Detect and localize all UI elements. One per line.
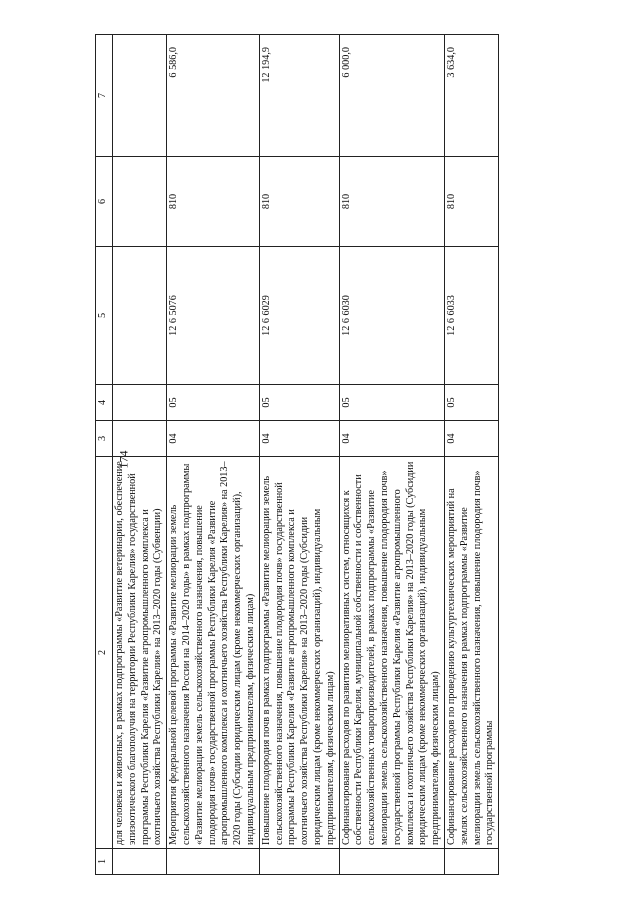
row-expense-type: 810 (339, 157, 444, 247)
row-subsection: 05 (259, 385, 339, 421)
header-col-6: 6 (96, 157, 113, 247)
header-col-5: 5 (96, 247, 113, 385)
row-description: Софинансирование расходов по проведению культуртехнических мероприятий на землях сельскохозяйственного назначения в рамках подпрограммы «Развитие мелиорации земель сельскохозяйственного назначения, повышение плодородия почв» государственной программы (444, 457, 498, 849)
row-target-code: 12 6 6033 (444, 247, 498, 385)
row-target-code: 12 6 6029 (259, 247, 339, 385)
row-section (113, 421, 167, 457)
header-row (96, 35, 113, 875)
row-description: Повышение плодородия почв в рамках подпрограммы «Развитие мелиорации земель сельскохозяйственного назначения, повышение плодородия почв» государственной программы Республики Карелия «Развитие агропромышленного комплекса и охотничьего хозяйства Республики Карелия» на 2013–2020 годы (Субсидии юридическим лицам (кроме некоммерческих организаций), индивидуальным предпринимателям, физическим лицам) (259, 457, 339, 849)
row-subsection: 05 (444, 385, 498, 421)
row-expense-type (113, 157, 167, 247)
row-index-cell (259, 849, 339, 875)
header-col-2: 2 (96, 457, 113, 849)
row-description: Софинансирование расходов по развитию мелиоративных систем, относящихся к собственности Республики Карелия, муниципальной собственности и собственности сельскохозяйственных товаропроизводителей, в рамках подпрограммы «Развитие мелиорации земель сельскохозяйственного назначения, повышение плодородия почв» государственной программы Республики Карелия «Развитие агропромышленного комплекса и охотничьего хозяйства Республики Карелия» на 2013–2020 годы (Субсидии юридическим лицам (кроме некоммерческих организаций), индивидуальным предпринимателям, физическим лицам) (339, 457, 444, 849)
table-row (339, 35, 444, 875)
row-section: 04 (444, 421, 498, 457)
rotated-table-container (95, 35, 595, 875)
table-row (167, 35, 260, 875)
row-expense-type: 810 (444, 157, 498, 247)
row-amount: 6 000,0 (339, 35, 444, 157)
header-col-4: 4 (96, 385, 113, 421)
row-index-cell (167, 849, 260, 875)
header-col-7: 7 (96, 35, 113, 157)
row-index-cell (444, 849, 498, 875)
header-col-1: 1 (96, 849, 113, 875)
table-row (113, 35, 167, 875)
row-target-code (113, 247, 167, 385)
table-row (444, 35, 498, 875)
budget-table (95, 34, 499, 875)
row-section: 04 (259, 421, 339, 457)
header-col-3: 3 (96, 421, 113, 457)
row-description: Мероприятия федеральной целевой программы «Развитие мелиорации земель сельскохозяйственного назначения России на 2014–2020 годы» в рамках подпрограммы «Развитие мелиорации земель сельскохозяйственного назначения, повышение плодородия почв» государственной программы Республики Карелия «Развитие агропромышленного комплекса и охотничьего хозяйства Республики Карелия» на 2013–2020 годы (Субсидии юридическим лицам (кроме некоммерческих организаций), индивидуальным предпринимателям, физическим лицам) (167, 457, 260, 849)
row-target-code: 12 6 6030 (339, 247, 444, 385)
row-amount: 3 634,0 (444, 35, 498, 157)
row-section: 04 (339, 421, 444, 457)
table-row (259, 35, 339, 875)
row-amount: 6 586,0 (167, 35, 260, 157)
row-expense-type: 810 (259, 157, 339, 247)
row-index-cell (339, 849, 444, 875)
row-section: 04 (167, 421, 260, 457)
row-amount (113, 35, 167, 157)
row-expense-type: 810 (167, 157, 260, 247)
row-index-cell (113, 849, 167, 875)
row-description: для человека и животных, в рамках подпрограммы «Развитие ветеринарии, обеспечение эпизоотического благополучия на территории Республики Карелия» государственной программы Республики Карелия «Развитие агропромышленного комплекса и охотничьего хозяйства Республики Карелия» на 2013–2020 годы (Субвенции) (113, 457, 167, 849)
row-amount: 12 194,9 (259, 35, 339, 157)
row-target-code: 12 6 5076 (167, 247, 260, 385)
row-subsection: 05 (339, 385, 444, 421)
page-number: 174 (116, 450, 131, 469)
row-subsection (113, 385, 167, 421)
row-subsection: 05 (167, 385, 260, 421)
